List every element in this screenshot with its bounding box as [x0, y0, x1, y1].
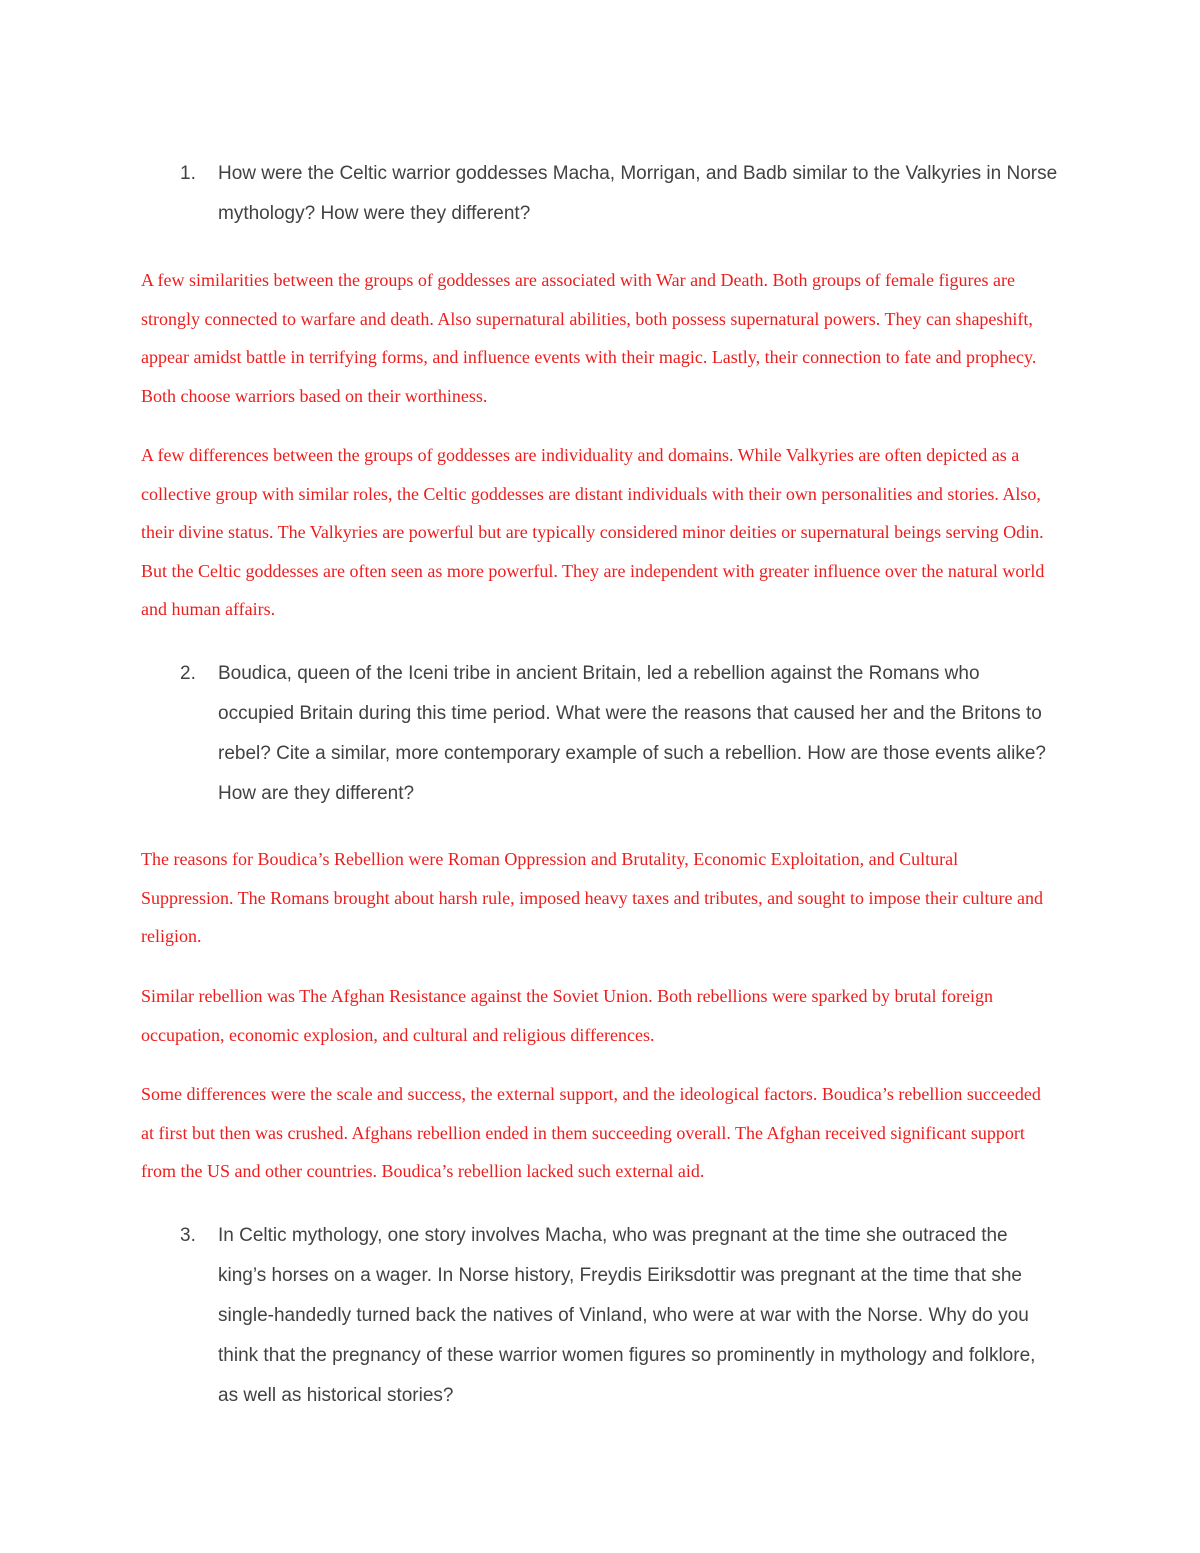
question-3-number: 3. [180, 1225, 196, 1246]
question-1 [180, 154, 1060, 234]
answer-2-reasons: The reasons for Boudica’s Rebellion were Roman Oppression and Brutality, Economic Exploitation, and Cultural Suppression. The Romans brought about harsh rule, imposed heavy taxes and tributes, and sought to impose their culture and religion. [141, 849, 1044, 947]
question-2 [180, 654, 1060, 814]
question-1-text: How were the Celtic warrior goddesses Macha, Morrigan, and Badb similar to the Valkyries in Norse mythology? How were they different? [218, 163, 1058, 224]
answer-2-similar-rebellion: Similar rebellion was The Afghan Resistance against the Soviet Union. Both rebellions were sparked by brutal foreign occupation, economic explosion, and cultural and religious differences. [141, 986, 993, 1045]
question-1-number: 1. [180, 163, 196, 184]
question-3-text: In Celtic mythology, one story involves Macha, who was pregnant at the time she outraced the king’s horses on a wager. In Norse history, Freydis Eiriksdottir was pregnant at the time that she single-handedly turned back the natives of Vinland, who were at war with the Norse. Why do you think that the pregnancy of these warrior women figures so prominently in mythology and folklore, as well as historical stories? [218, 1225, 1036, 1406]
answer-2-differences: Some differences were the scale and success, the external support, and the ideological factors. Boudica’s rebellion succeeded at first but then was crushed. Afghans rebellion ended in them succeeding overall. The Afghan received significant support from the US and other countries. Boudica’s rebellion lacked such external aid. [141, 1084, 1041, 1182]
question-2-text: Boudica, queen of the Iceni tribe in ancient Britain, led a rebellion against the Romans who occupied Britain during this time period. What were the reasons that caused her and the Britons to rebel? Cite a similar, more contemporary example of such a rebellion. How are those events alike? How are they different? [218, 663, 1046, 804]
question-2-number: 2. [180, 663, 196, 684]
answer-1-differences: A few differences between the groups of goddesses are individuality and domains. While Valkyries are often depicted as a collective group with similar roles, the Celtic goddesses are distant individuals with their own personalities and stories. Also, their divine status. The Valkyries are powerful but are typically considered minor deities or supernatural beings serving Odin. But the Celtic goddesses are often seen as more powerful. They are independent with greater influence over the natural world and human affairs. [141, 445, 1045, 620]
answer-1-similarities: A few similarities between the groups of goddesses are associated with War and Death. Both groups of female figures are strongly connected to warfare and death. Also supernatural abilities, both possess supernatural powers. They can shapeshift, appear amidst battle in terrifying forms, and influence events with their magic. Lastly, their connection to fate and prophecy. Both choose warriors based on their worthiness. [141, 270, 1037, 406]
question-3 [180, 1216, 1060, 1416]
